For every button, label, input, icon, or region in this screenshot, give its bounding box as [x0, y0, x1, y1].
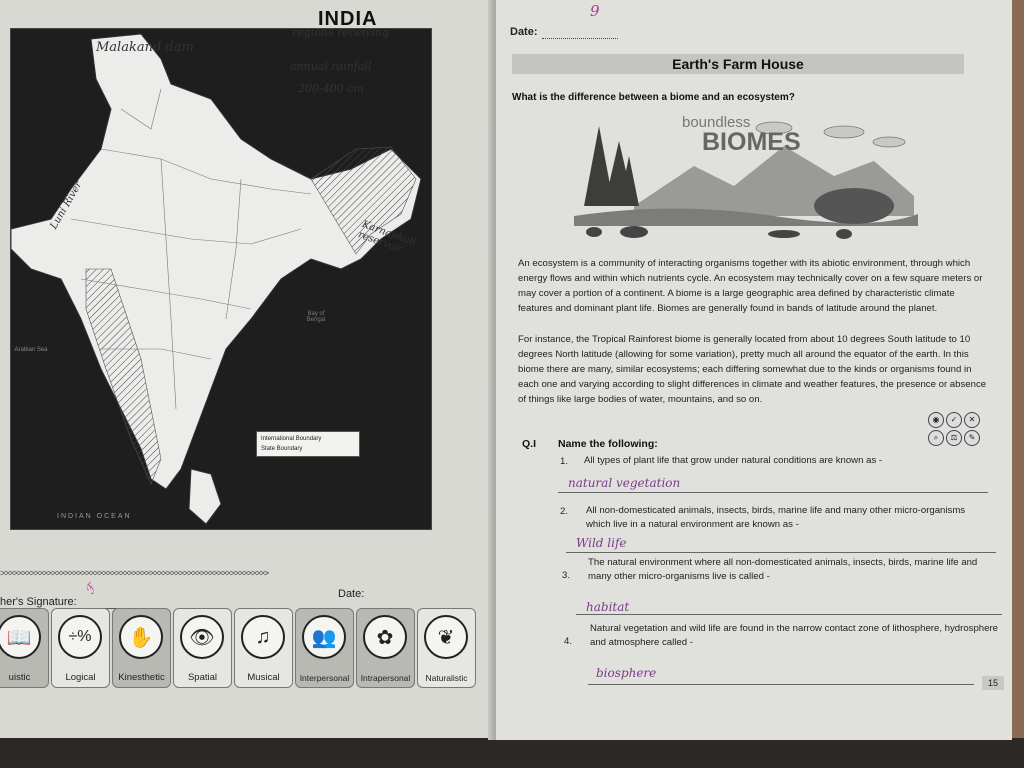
mind-icon: ✿ [363, 615, 407, 659]
image-small-text: boundless [682, 114, 751, 131]
date-label-left: Date: [338, 588, 365, 600]
tool-icons [928, 408, 994, 448]
mi-label: Naturalistic [425, 673, 468, 683]
paragraph-ecosystem: An ecosystem is a community of interacting organisms together with its abiotic environment, through which energy flows and within which nutrients cycle. An ecosystem may technically cover on a few square meters or may cover a portion of a continent. A biome is a large geographic area defined by characteristic climate features and dominant plant life. Biomes are generally found in bands of latitude around the planet. [518, 258, 983, 314]
date-line [542, 38, 618, 39]
q3-answer-line [576, 614, 1002, 615]
handwritten-river: Luni River [48, 179, 85, 232]
hand-icon: ✋ [119, 615, 163, 659]
scale-icon: ⚖ [946, 430, 962, 446]
mi-spatial [173, 608, 232, 688]
chevron-divider: >>>>>>>>>>>>>>>>>>>>>>>>>>>>>>>>>>>>>>>>>>>>>>>>>>>>>>>>>>>>>>> [0, 568, 269, 578]
q1-text: All types of plant life that grow under natural conditions are known as - [584, 455, 883, 466]
q3-answer: habitat [586, 600, 630, 614]
north-arrow-icon: ▲ [18, 42, 26, 51]
table-surface-bottom [0, 738, 1024, 768]
mi-label: uistic [8, 672, 31, 683]
math-icon: ÷% [58, 615, 102, 659]
india-map [10, 28, 432, 530]
q3-text: The natural environment where all non-domesticated animals, insects, birds, marine life and many other micro-organisms live is called - [588, 557, 978, 582]
page-title: Earth's Farm House [512, 54, 964, 74]
handwritten-dam: Malakand dam [96, 40, 194, 55]
intro-question: What is the difference between a biome and an ecosystem? [512, 92, 795, 103]
people-icon: 👥 [302, 615, 346, 659]
mi-label: Spatial [187, 672, 218, 683]
mi-label: Interpersonal [299, 673, 350, 683]
wrench-icon: ✎ [964, 430, 980, 446]
q2-answer: Wild life [576, 536, 627, 550]
handwritten-amount: 200-400 cm [298, 82, 364, 95]
q4-number: 4. [564, 636, 573, 647]
q4-answer: biosphere [596, 666, 657, 680]
handwritten-reservoir: Karnaphuli reservoir [356, 218, 418, 256]
legend-state: State Boundary [261, 446, 303, 452]
q2-number: 2. [560, 506, 569, 517]
check-icon: ✓ [946, 412, 962, 428]
signature-scribble: ℱ [82, 581, 100, 597]
q1-number: 1. [560, 456, 569, 467]
biomes-illustration [574, 106, 918, 246]
mi-label: Logical [65, 672, 96, 683]
arabian-sea-label: Arabian Sea [14, 347, 48, 353]
mi-label: Intrapersonal [360, 673, 411, 683]
tools-icon: ✕ [964, 412, 980, 428]
handwritten-rainfall: annual rainfall [290, 60, 372, 73]
q3-number: 3. [562, 570, 571, 581]
map-title: INDIA [318, 8, 378, 30]
indian-ocean-label: INDIAN OCEAN [57, 513, 132, 520]
mi-kinesthetic [112, 608, 171, 688]
question-number: Q.I [522, 438, 537, 450]
mi-label: Kinesthetic [118, 672, 165, 683]
multiple-intelligences-row [0, 608, 480, 688]
bay-of-bengal-label: Bay of Bengal [306, 311, 326, 323]
music-icon: ♫ [241, 615, 285, 659]
q2-answer-line [566, 552, 996, 553]
mi-interpersonal [295, 608, 354, 688]
magnifier-icon: ⌕ [928, 430, 944, 446]
mi-logical [51, 608, 110, 688]
map-legend [256, 431, 360, 457]
signature-label: her's Signature: [0, 596, 77, 608]
handwritten-regions: regions receiving [292, 26, 389, 39]
leaf-icon: ❦ [424, 615, 468, 659]
q4-text: Natural vegetation and wild life are found in the narrow contact zone of lithosphere, hydrosphere and atmosphere called - [590, 623, 998, 648]
mi-naturalistic [417, 608, 476, 688]
question-title: Name the following: [558, 438, 658, 450]
north-label: N [19, 34, 25, 41]
q2-text: All non-domesticated animals, insects, birds, marine life and many other micro-organisms which live in a natural environment are known as - [586, 505, 966, 530]
q1-answer: natural vegetation [568, 476, 681, 490]
mi-linguistic [0, 608, 49, 688]
mi-label: Musical [247, 672, 280, 683]
globe-icon: ◉ [928, 412, 944, 428]
map-drawing [11, 29, 431, 529]
right-page [496, 0, 1012, 740]
eye-icon: 👁 [180, 615, 224, 659]
q4-answer-line [588, 684, 974, 685]
book-icon: 📖 [0, 615, 41, 659]
legend-international: International Boundary [261, 436, 322, 442]
image-big-text: BIOMES [702, 128, 801, 156]
table-surface [1012, 0, 1024, 740]
left-page [0, 0, 492, 738]
q1-answer-line [558, 492, 988, 493]
date-label-right: Date: [510, 26, 538, 38]
mi-musical [234, 608, 293, 688]
page-number: 15 [982, 676, 1004, 690]
paragraph-rainforest: For instance, the Tropical Rainforest biome is generally located from about 10 degrees South latitude to 10 degrees North latitude (allowing for some variation), pretty much all around the equator of the earth. In this biome there are many, similar ecosystems; each differing somewhat due to the kinds or organisms found in each one and varying according to slight differences in climate and weather features, the presence or absence of things like large bodies of water, mountains, and so on. [518, 334, 987, 405]
handwritten-page-mark: 9 [590, 2, 600, 20]
mi-intrapersonal [356, 608, 415, 688]
